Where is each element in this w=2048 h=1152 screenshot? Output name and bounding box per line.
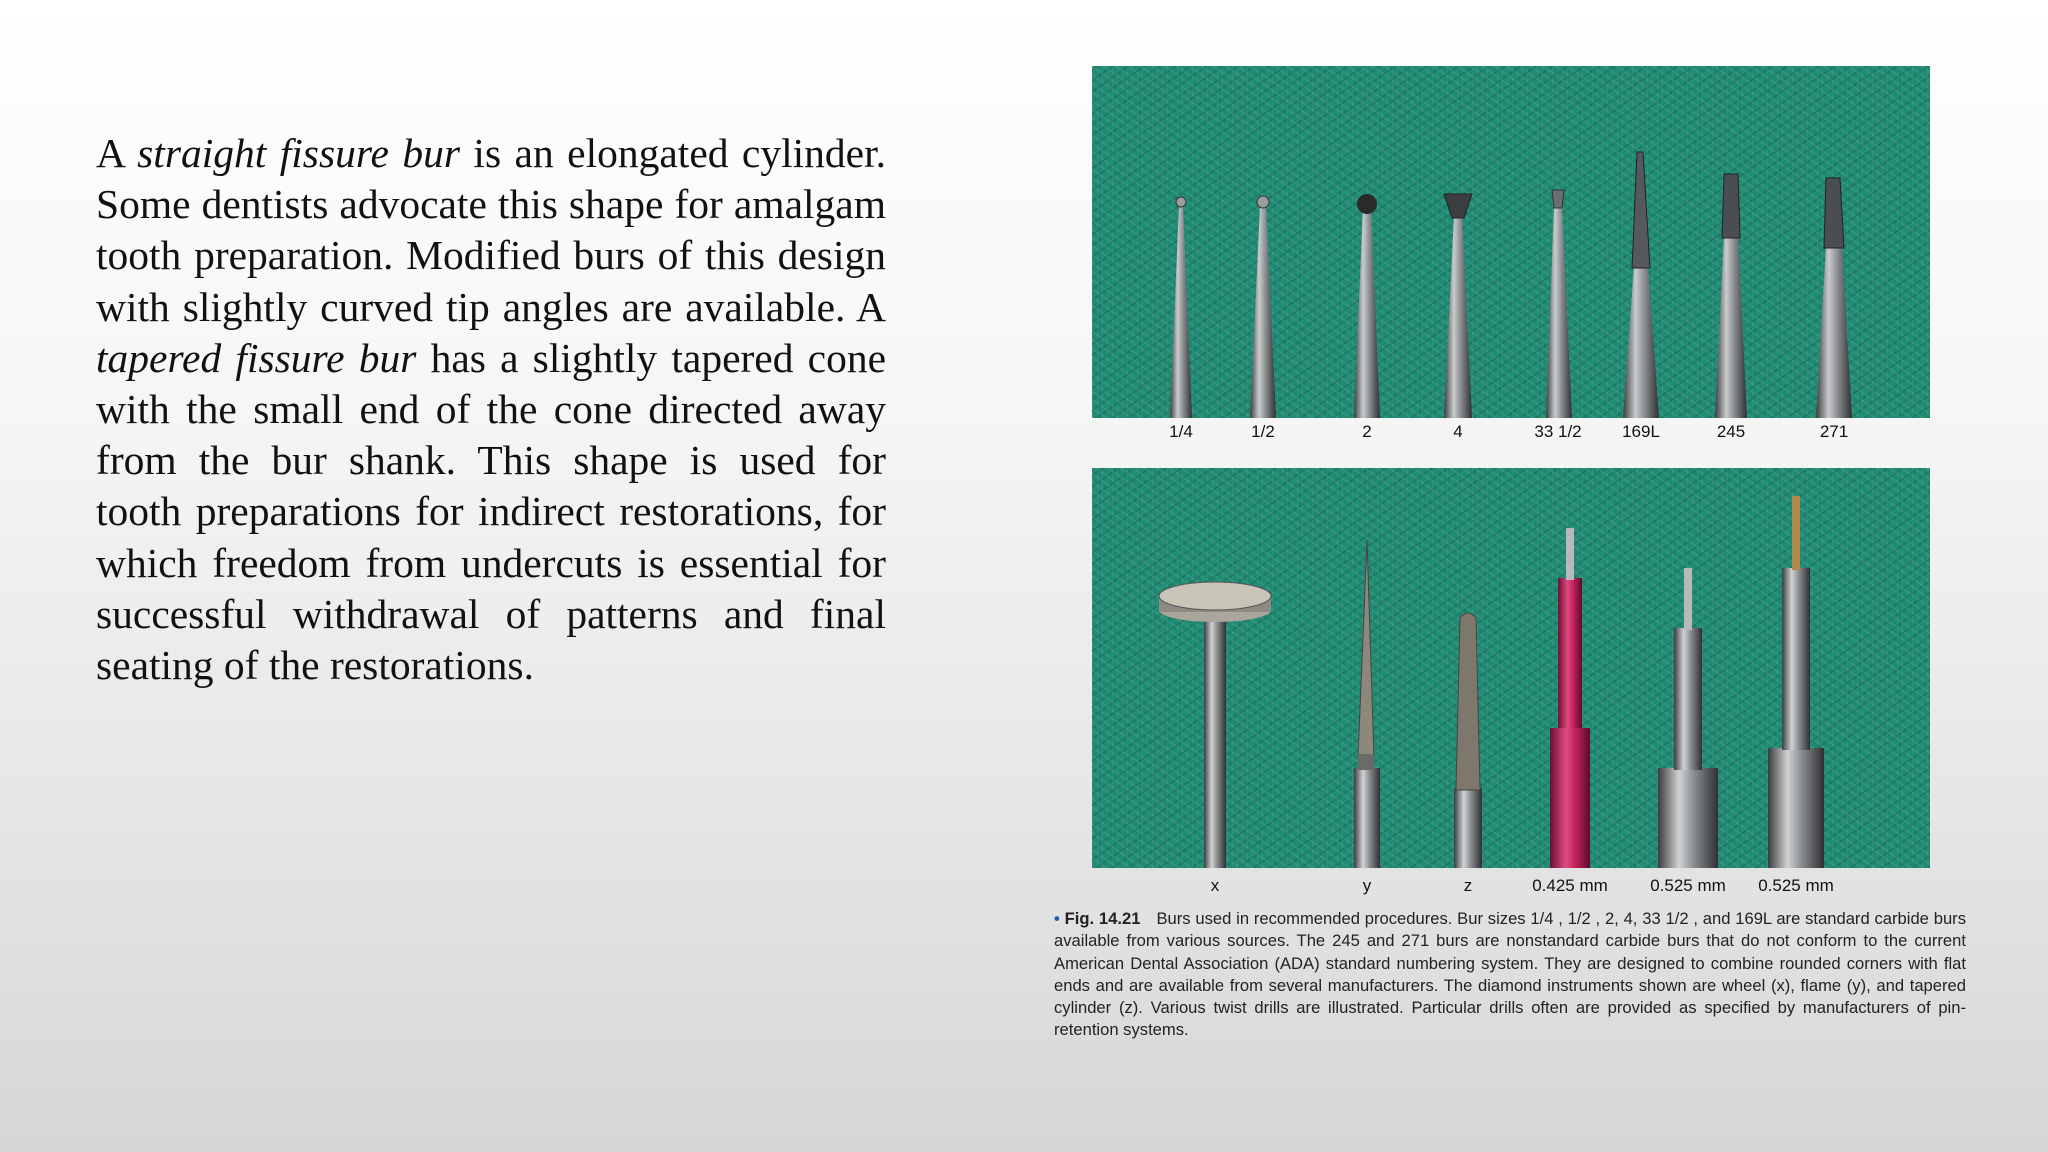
instrument-label: y — [1362, 876, 1372, 895]
figure-number: Fig. 14.21 — [1064, 909, 1141, 928]
caption-text: Burs used in recommended procedures. Bur sizes 1/4 , 1/2 , 2, 4, 33 1/2 , and 169L are standard carbide burs available from various sources. The 245 and 271 burs are nonstandard carbide burs that do not conform to the current American Dental Association (ADA) standard numbering system. They are designed to combine rounded corners with flat ends and are available from several manufacturers. The diamond instruments shown are wheel (x), flame (y), and tapered cylinder (z). Various twist drills are illustrated. Particular drills often are provided as specified by manufacturers of pin-retention systems. — [1054, 909, 1966, 1040]
instrument-label: x — [1210, 876, 1220, 895]
text-segment-2: is an elongated cylinder. Some dentists advocate this shape for amalgam tooth preparation. Modified burs of this design with slightly curved tip angles are available. A — [96, 130, 886, 330]
figure-caption — [1054, 908, 1966, 1042]
body-paragraph — [96, 128, 886, 691]
top-bur-labels — [1092, 422, 1930, 446]
bur-245 — [1715, 174, 1747, 418]
burs-photo-top — [1092, 66, 1930, 418]
bur-33-half — [1546, 190, 1572, 418]
text-segment-1: A — [96, 130, 138, 176]
bur-4-inverted-cone — [1444, 194, 1472, 418]
diamond-wheel-x — [1159, 582, 1271, 868]
bottom-instrument-labels — [1092, 876, 1930, 900]
bur-label: 33 1/2 — [1534, 422, 1582, 441]
instrument-label: z — [1463, 876, 1473, 895]
twist-drill-0525-b — [1768, 496, 1824, 868]
instrument-label: 0.525 mm — [1758, 876, 1834, 895]
bur-label: 4 — [1453, 422, 1463, 441]
diamond-and-drill-illustration — [1092, 468, 1930, 868]
term-tapered-fissure-bur: tapered fissure bur — [96, 334, 417, 381]
twist-drill-0525-a — [1658, 568, 1718, 868]
caption-bullet: • — [1054, 909, 1060, 928]
bur-label: 2 — [1362, 422, 1372, 441]
instrument-label: 0.525 mm — [1650, 876, 1726, 895]
bur-label: 245 — [1716, 422, 1746, 441]
bur-label: 1/4 — [1169, 422, 1193, 441]
bur-label: 1/2 — [1251, 422, 1275, 441]
instrument-label: 0.425 mm — [1532, 876, 1608, 895]
twist-drill-0425 — [1550, 528, 1590, 868]
bur-2-round — [1354, 194, 1380, 418]
bur-label: 169L — [1622, 422, 1660, 441]
diamond-tapered-cylinder-z — [1454, 613, 1482, 868]
diamond-flame-y — [1354, 540, 1380, 868]
bur-half-round — [1250, 196, 1276, 418]
term-straight-fissure-bur: straight fissure bur — [137, 130, 460, 176]
bur-quarter-round — [1170, 197, 1192, 418]
bur-169L — [1623, 152, 1659, 418]
instruments-photo-bottom — [1092, 468, 1930, 868]
bur-271 — [1816, 178, 1852, 418]
carbide-burs-illustration — [1092, 66, 1930, 418]
text-segment-3: has a slightly tapered cone with the small end of the cone directed away from the bur shank. This shape is used for tooth preparations for indirect restorations, for which freedom from undercuts is essential for successful withdrawal of patterns and final seating of the restorations. — [96, 334, 886, 689]
bur-label: 271 — [1819, 422, 1849, 441]
